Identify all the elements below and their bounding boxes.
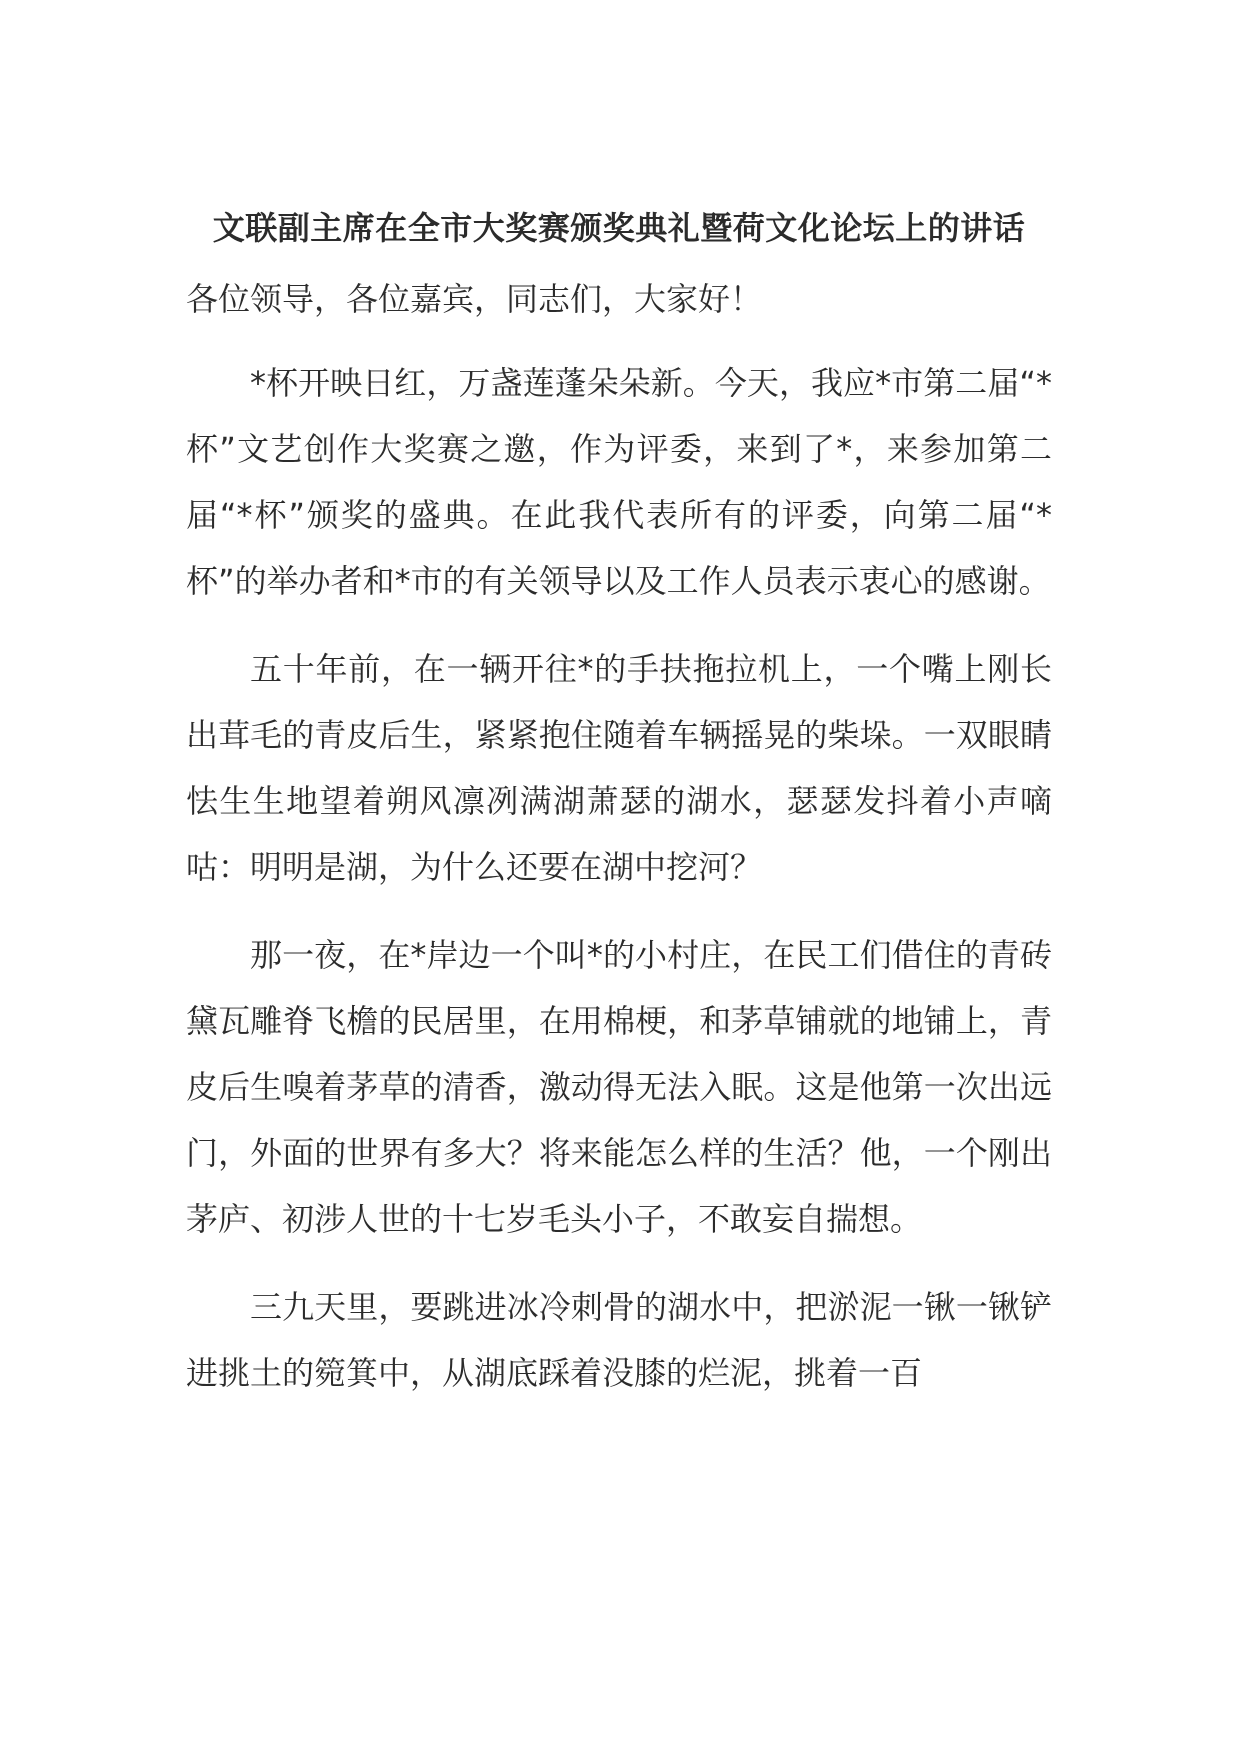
document-body: [186, 198, 1052, 1428]
body-paragraph-3: 那一夜，在*岸边一个叫*的小村庄，在民工们借住的青砖黛瓦雕脊飞檐的民居里，在用棉梗，和茅草铺就的地铺上，青皮后生嗅着茅草的清香，激动得无法入眠。这是他第一次出远门，外面的世界有多大？将来能怎么样的生活？他，一个刚出茅庐、初涉人世的十七岁毛头小子，不敢妄自揣想。: [186, 936, 1052, 1238]
body-paragraph-4: 三九天里，要跳进冰冷刺骨的湖水中，把淤泥一锹一锹铲进挑土的箢箕中，从湖底踩着没膝的烂泥，挑着一百: [186, 1288, 1052, 1392]
body-paragraph-1: *杯开映日红，万盏莲蓬朵朵新。今天，我应*市第二届“*杯”文艺创作大奖赛之邀，作为评委，来到了*，来参加第二届“*杯”颁奖的盛典。在此我代表所有的评委，向第二届“*杯”的举办者和*市的有关领导以及工作人员表示衷心的感谢。: [186, 364, 1052, 600]
body-paragraph-2: 五十年前，在一辆开往*的手扶拖拉机上，一个嘴上刚长出茸毛的青皮后生，紧紧抱住随着车辆摇晃的柴垛。一双眼睛怯生生地望着朔风凛冽满湖萧瑟的湖水，瑟瑟发抖着小声嘀咕：明明是湖，为什么还要在湖中挖河？: [186, 650, 1052, 886]
salutation-paragraph: 各位领导，各位嘉宾，同志们，大家好！: [186, 280, 763, 318]
document-title: 文联副主席在全市大奖赛颁奖典礼暨荷文化论坛上的讲话: [212, 209, 1026, 247]
